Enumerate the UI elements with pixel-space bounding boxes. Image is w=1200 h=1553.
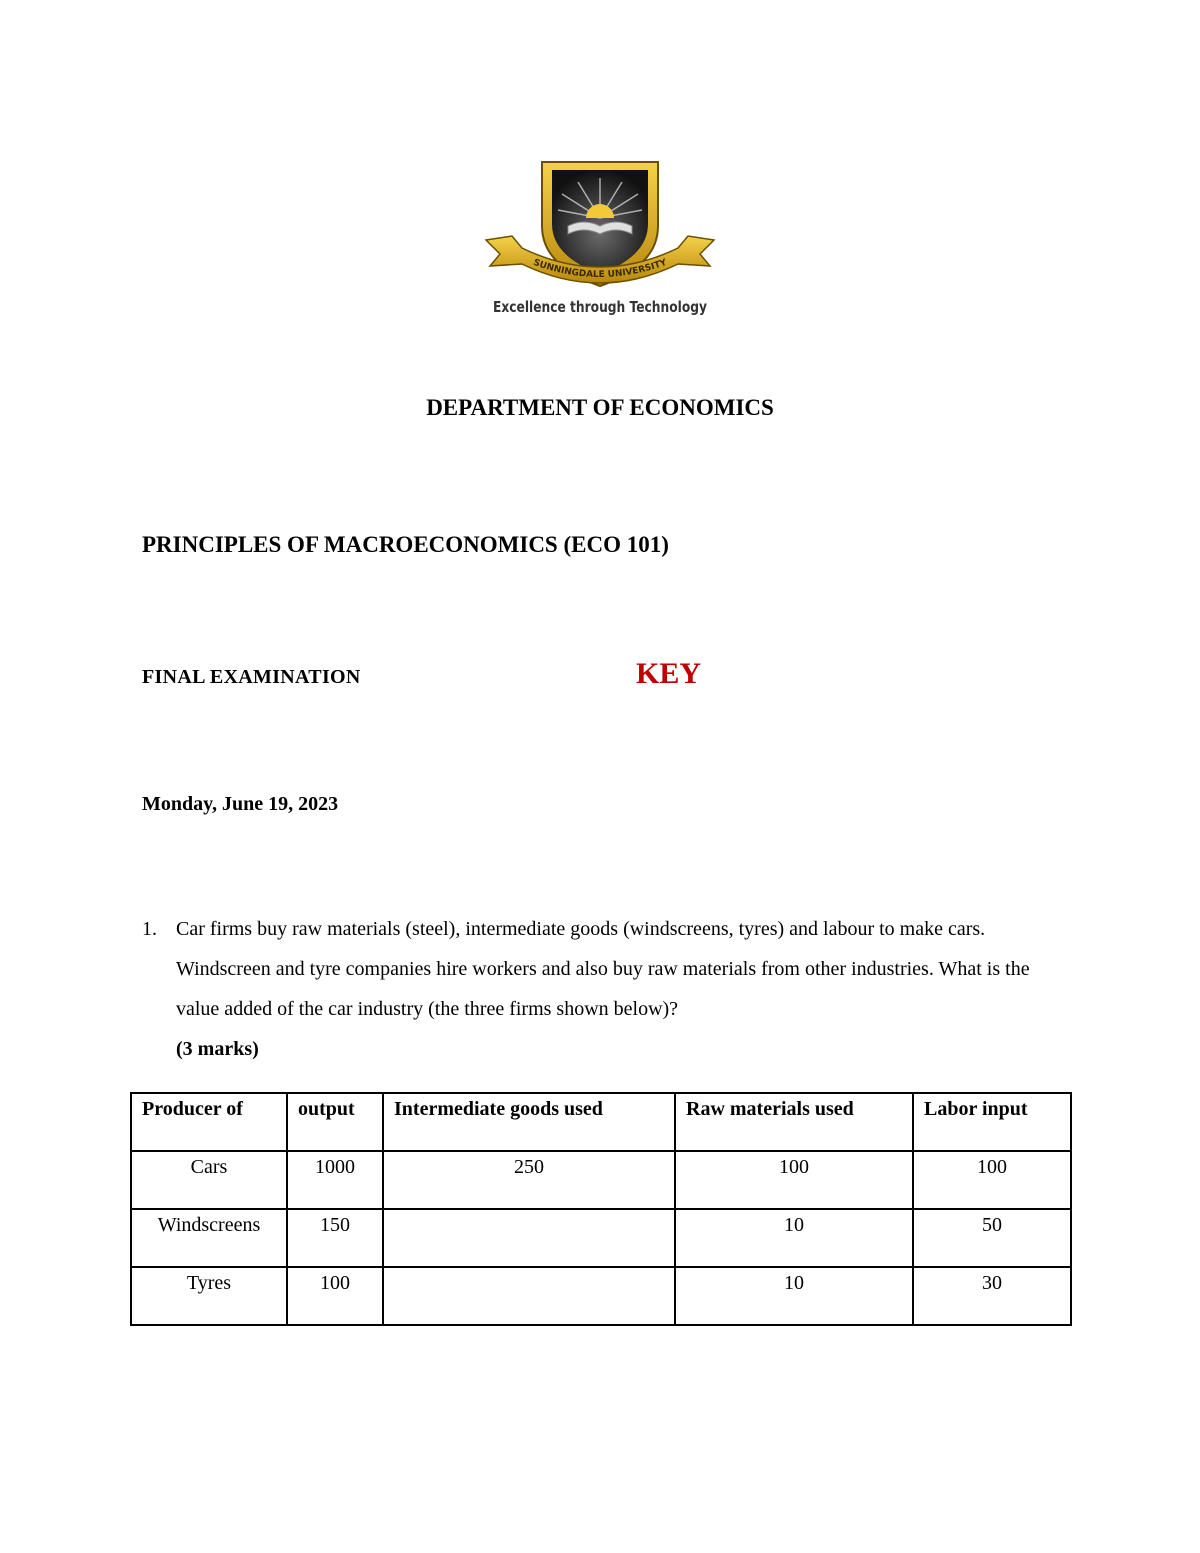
table-cell: 100	[287, 1267, 383, 1325]
department-title: DEPARTMENT OF ECONOMICS	[426, 395, 774, 420]
key-label: KEY	[636, 657, 702, 690]
column-header: Intermediate goods used	[383, 1093, 675, 1151]
table-cell: 10	[675, 1209, 913, 1267]
table-header-row	[131, 1093, 1071, 1151]
question-1	[142, 909, 1042, 1069]
column-header: Labor input	[913, 1093, 1071, 1151]
table-cell: 30	[913, 1267, 1071, 1325]
table-row	[131, 1151, 1071, 1209]
question-text: Car firms buy raw materials (steel), intermediate goods (windscreens, tyres) and labour to make cars. Windscreen and tyre companies hire workers and also buy raw materials from other industries. What is the value added of the car industry (the three firms shown below)?	[176, 918, 1030, 1020]
table-row	[131, 1267, 1071, 1325]
table-cell: Tyres	[131, 1267, 287, 1325]
table-row	[131, 1209, 1071, 1267]
table-cell	[383, 1267, 675, 1325]
table-cell	[383, 1209, 675, 1267]
logo-tagline: Excellence through Technology	[493, 298, 708, 316]
column-header: output	[287, 1093, 383, 1151]
exam-date: Monday, June 19, 2023	[142, 793, 339, 815]
column-header: Raw materials used	[675, 1093, 913, 1151]
table-cell: 100	[913, 1151, 1071, 1209]
question-marks: (3 marks)	[176, 1038, 259, 1060]
svg-text:SUNNINGDALE UNIVERSITY: SUNNINGDALE UNIVERSITY	[531, 257, 669, 281]
table-cell: Windscreens	[131, 1209, 287, 1267]
table-cell: 10	[675, 1267, 913, 1325]
course-title: PRINCIPLES OF MACROECONOMICS (ECO 101)	[142, 532, 669, 557]
exam-type: FINAL EXAMINATION	[142, 666, 361, 688]
table-cell: 150	[287, 1209, 383, 1267]
table-cell: 1000	[287, 1151, 383, 1209]
table-cell: 250	[383, 1151, 675, 1209]
table-cell: Cars	[131, 1151, 287, 1209]
table-cell: 50	[913, 1209, 1071, 1267]
value-added-table	[130, 1092, 1072, 1326]
column-header: Producer of	[131, 1093, 287, 1151]
question-number: 1.	[142, 918, 157, 940]
university-logo	[482, 156, 718, 322]
table-cell: 100	[675, 1151, 913, 1209]
